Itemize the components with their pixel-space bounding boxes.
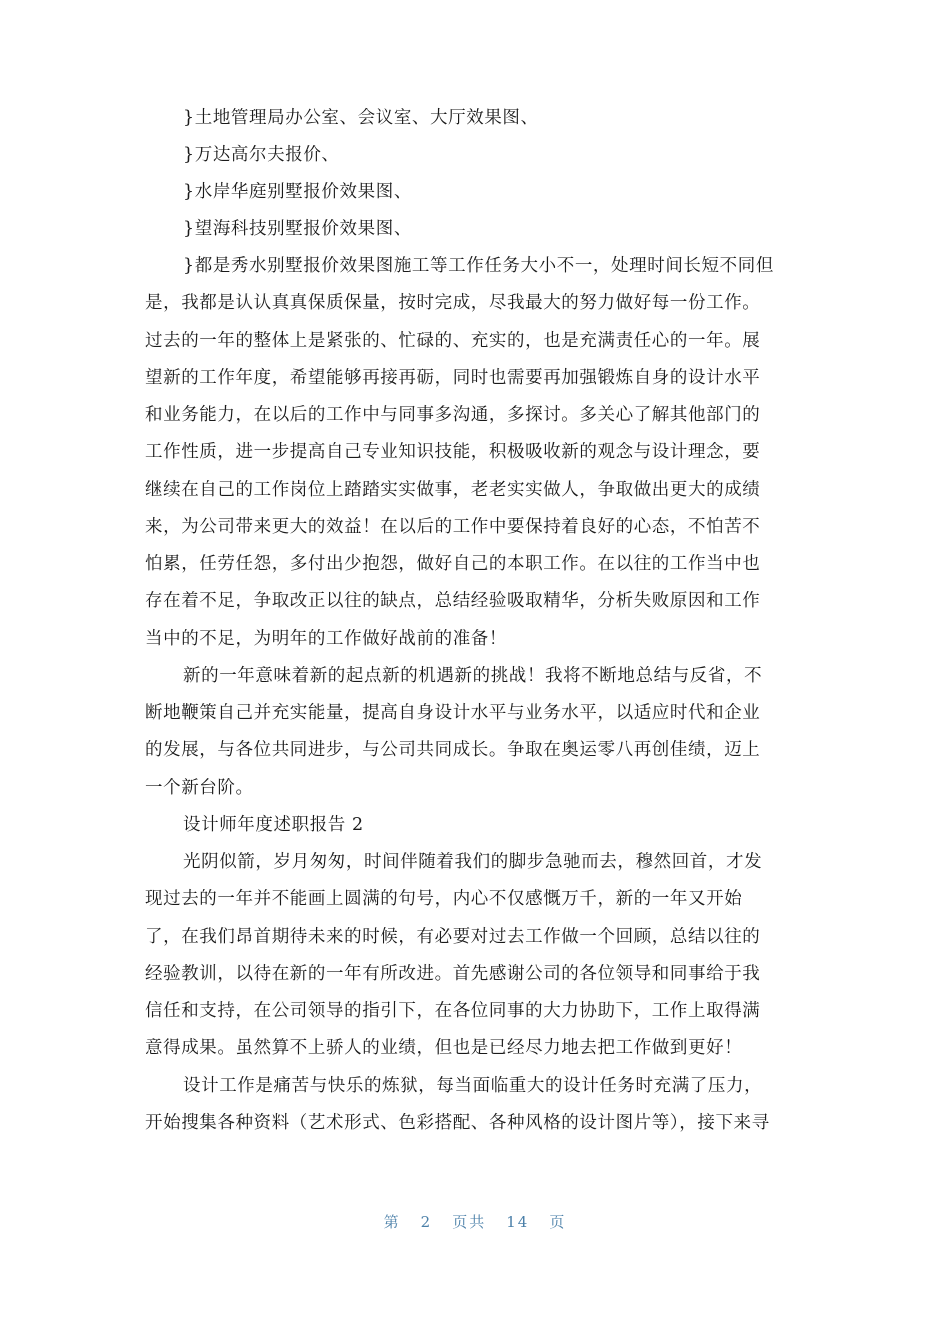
- text-line: }水岸华庭别墅报价效果图、: [183, 182, 412, 202]
- text-line: 新的一年意味着新的起点新的机遇新的挑战！我将不断地总结与反省，不: [183, 666, 763, 686]
- text-line: 怕累，任劳任怨，多付出少抱怨，做好自己的本职工作。在以往的工作当中也: [145, 554, 761, 574]
- text-line: 光阴似箭，岁月匆匆，时间伴随着我们的脚步急驰而去，穆然回首，才发: [183, 852, 763, 872]
- text-line: }土地管理局办公室、会议室、大厅效果图、: [183, 108, 539, 128]
- text-line: 当中的不足，为明年的工作做好战前的准备！: [145, 629, 507, 649]
- text-line: }望海科技别墅报价效果图、: [183, 219, 412, 239]
- text-line: 设计工作是痛苦与快乐的炼狱，每当面临重大的设计任务时充满了压力，: [183, 1076, 763, 1096]
- text-line: }万达高尔夫报价、: [183, 145, 340, 165]
- text-line: }都是秀水别墅报价效果图施工等工作任务大小不一，处理时间长短不同但: [183, 256, 774, 276]
- page-footer: [0, 1211, 950, 1232]
- footer-label-page: 第: [383, 1213, 401, 1231]
- text-line: 现过去的一年并不能画上圆满的句号，内心不仅感慨万千，新的一年又开始: [145, 889, 743, 909]
- text-line: 一个新台阶。: [145, 778, 254, 798]
- text-line: 和业务能力，在以后的工作中与同事多沟通，多探讨。多关心了解其他部门的: [145, 405, 761, 425]
- text-line: 信任和支持，在公司领导的指引下，在各位同事的大力协助下，工作上取得满: [145, 1001, 761, 1021]
- text-line: 望新的工作年度，希望能够再接再砺，同时也需要再加强锻炼自身的设计水平: [145, 368, 761, 388]
- text-line: 继续在自己的工作岗位上踏踏实实做事，老老实实做人，争取做出更大的成绩: [145, 480, 761, 500]
- footer-label-end: 页: [549, 1213, 567, 1231]
- text-line: 的发展，与各位共同进步，与公司共同成长。争取在奥运零八再创佳绩，迈上: [145, 740, 761, 760]
- text-line: 经验教训，以待在新的一年有所改进。首先感谢公司的各位领导和同事给于我: [145, 964, 761, 984]
- footer-label-of: 页共: [452, 1213, 487, 1231]
- section-heading: 设计师年度述职报告 2: [183, 815, 364, 835]
- text-line: 存在着不足，争取改正以往的缺点，总结经验吸取精华，分析失败原因和工作: [145, 591, 761, 611]
- text-line: 了，在我们昂首期待未来的时候，有必要对过去工作做一个回顾，总结以往的: [145, 927, 761, 947]
- text-line: 开始搜集各种资料（艺术形式、色彩搭配、各种风格的设计图片等），接下来寻: [145, 1113, 770, 1133]
- text-line: 意得成果。虽然算不上骄人的业绩，但也是已经尽力地去把工作做到更好！: [145, 1038, 743, 1058]
- text-line: 来，为公司带来更大的效益！在以后的工作中要保持着良好的心态，不怕苦不: [145, 517, 761, 537]
- text-line: 断地鞭策自己并充实能量，提高自身设计水平与业务水平，以适应时代和企业: [145, 703, 761, 723]
- footer-current-page: 2: [420, 1213, 433, 1231]
- text-line: 工作性质，进一步提高自己专业知识技能，积极吸收新的观念与设计理念，要: [145, 442, 761, 462]
- footer-total-pages: 14: [506, 1213, 530, 1231]
- text-line: 过去的一年的整体上是紧张的、忙碌的、充实的，也是充满责任心的一年。展: [145, 331, 761, 351]
- text-line: 是，我都是认认真真保质保量，按时完成，尽我最大的努力做好每一份工作。: [145, 293, 761, 313]
